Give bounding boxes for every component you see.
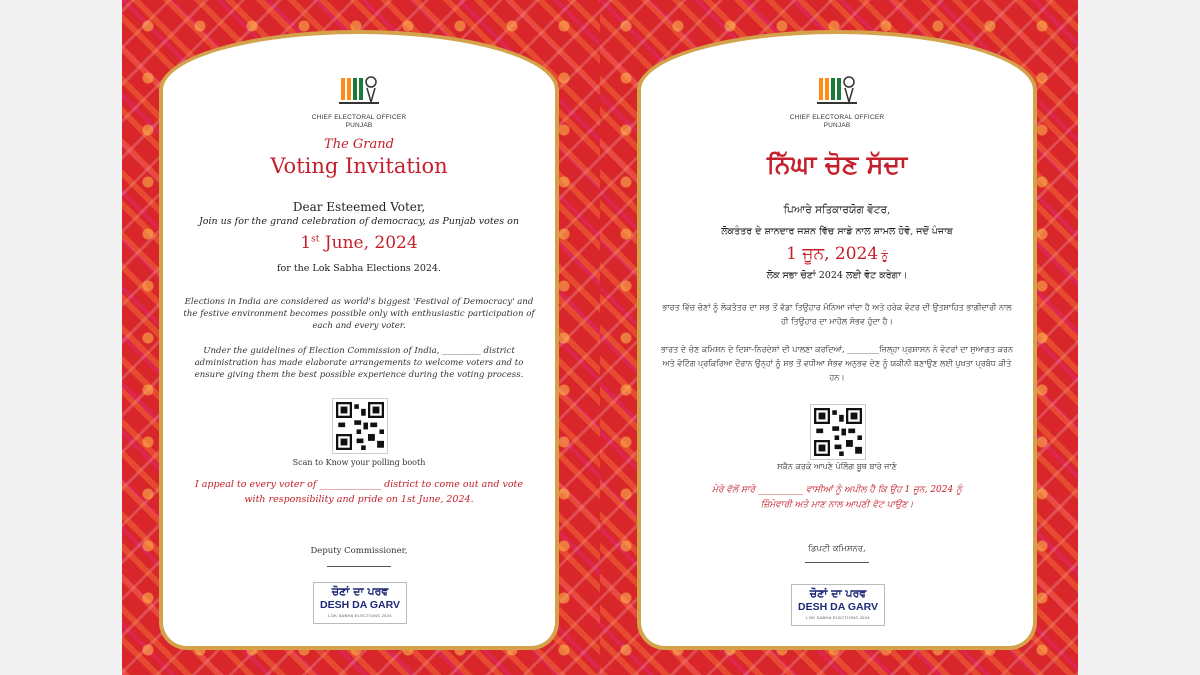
badge-punjabi-text: ਚੋਣਾਂ ਦਾ ਪਰਵ [331, 585, 389, 598]
paragraph-arrangements: Under the guidelines of Election Commission of India, _________ district administration has made elaborate arrangements to welcome voters and to ensure giving them the best possible experience during the voting process. [194, 346, 524, 380]
appeal-text [185, 477, 533, 507]
appeal-line-1: I appeal to every voter of _____________ district to come out and vote [194, 479, 524, 490]
date-rest: June, 2024 [319, 233, 418, 253]
election-date [641, 244, 1033, 264]
appeal-line-1: ਮੇਰੇ ਵੱਲੋਂ ਸਾਰੇ __________ ਵਾਸੀਆਂ ਨੂੰ ਅਪੀਲ ਹੈ ਕਿ ਉਹ 1 ਜੂਨ, 2024 ਨੂੰ [712, 485, 962, 495]
invitation-card-punjabi [600, 0, 1078, 675]
join-line: ਲੋਕਤੰਤਰ ਦੇ ਸ਼ਾਨਦਾਰ ਜਸ਼ਨ ਵਿੱਚ ਸਾਡੇ ਨਾਲ ਸ਼ਾਮਲ ਹੋਵੋ, ਜਦੋਂ ਪੰਜਾਬ [721, 226, 953, 237]
scan-instruction: ਸਕੈਨ ਕਰਕੇ ਆਪਣੇ ਪੋਲਿੰਗ ਬੂਥ ਬਾਰੇ ਜਾਣੋ [777, 462, 897, 471]
qr-code-icon[interactable] [332, 398, 388, 454]
badge-small-text: LOK SABHA ELECTIONS 2024 [806, 615, 870, 620]
appeal-line-2: ਜ਼ਿੰਮੇਵਾਰੀ ਅਤੇ ਮਾਣ ਨਾਲ ਆਪਣੀ ਵੋਟ ਪਾਉਣ। [760, 500, 914, 510]
appeal-line-2: with responsibility and pride on 1st June, 2024. [244, 494, 474, 505]
badge-small-text: LOK SABHA ELECTIONS 2024 [328, 613, 392, 618]
badge-english-text: DESH DA GARV [798, 601, 878, 613]
org-line-1: CHIEF ELECTORAL OFFICER [311, 114, 407, 121]
invitation-card-english [122, 0, 600, 675]
eci-logo-icon [337, 72, 381, 110]
badge-punjabi-text: ਚੋਣਾਂ ਦਾ ਪਰਵ [809, 587, 867, 600]
signature-title: ਡਿਪਟੀ ਕਮਿਸ਼ਨਰ, [808, 544, 866, 554]
desh-da-garv-logo [313, 582, 407, 624]
signature-line [805, 562, 869, 563]
desh-da-garv-logo [791, 584, 885, 626]
invitation-subtitle: The Grand [324, 137, 394, 152]
badge-english-text: DESH DA GARV [320, 599, 400, 611]
organization-name [641, 114, 1033, 130]
qr-code-icon[interactable] [810, 404, 866, 460]
card-content [163, 34, 555, 646]
elections-line: for the Lok Sabha Elections 2024. [277, 263, 441, 274]
date-suffix: st [311, 234, 320, 245]
salutation: ਪਿਆਰੇ ਸਤਿਕਾਰਯੋਗ ਵੋਟਰ, [783, 204, 891, 216]
card-frame [159, 30, 559, 650]
card-frame [637, 30, 1037, 650]
card-content [641, 34, 1033, 646]
invitation-title: ਨਿੱਘਾ ਚੋਣ ਸੱਦਾ [766, 150, 908, 179]
paragraph-festival: Elections in India are considered as world's biggest 'Festival of Democracy' and the festive environment becomes possible only with enthusiastic participation of each and every voter. [183, 297, 535, 331]
signature-title: Deputy Commissioner, [310, 546, 408, 556]
appeal-text [663, 483, 1011, 513]
invitation-title: Voting Invitation [270, 154, 448, 178]
paragraph-festival: ਭਾਰਤ ਵਿੱਚ ਚੋਣਾਂ ਨੂੰ ਲੋਕਤੰਤਰ ਦਾ ਸਭ ਤੋਂ ਵੱਡਾ ਤਿਉਹਾਰ ਮੰਨਿਆ ਜਾਂਦਾ ਹੈ ਅਤੇ ਹਰੇਕ ਵੋਟਰ ਦੀ ਉਤਸ਼ਾਹਿਤ ਭਾਗੀਦਾਰੀ ਨਾਲ ਹੀ ਤਿਉਹਾਰ ਦਾ ਮਾਹੌਲ ਸੰਭਵ ਹੁੰਦਾ ਹੈ। [662, 303, 1012, 326]
salutation: Dear Esteemed Voter, [292, 200, 426, 214]
join-line: Join us for the grand celebration of democracy, as Punjab votes on [198, 216, 520, 227]
org-line-1: CHIEF ELECTORAL OFFICER [789, 114, 885, 121]
election-date [163, 233, 555, 253]
paragraph-arrangements: ਭਾਰਤ ਦੇ ਚੋਣ ਕਮਿਸ਼ਨ ਦੇ ਦਿਸ਼ਾ-ਨਿਰਦੇਸ਼ਾਂ ਦੀ ਪਾਲਣਾ ਕਰਦਿਆਂ, ________ਜ਼ਿਲ੍ਹਾ ਪ੍ਰਸ਼ਾਸਨ ਨੇ ਵੋਟਰਾਂ ਦਾ ਸੁਆਗਤ ਕਰਨ ਅਤੇ ਵੋਟਿੰਗ ਪ੍ਰਕਿਰਿਆ ਦੌਰਾਨ ਉਨ੍ਹਾਂ ਨੂੰ ਸਭ ਤੋਂ ਵਧੀਆ ਸੰਭਵ ਅਨੁਭਵ ਦੇਣ ਨੂੰ ਯਕੀਨੀ ਬਣਾਉਣ ਲਈ ਪੁਖਤਾ ਪ੍ਰਬੰਧ ਕੀਤੇ ਹਨ। [660, 345, 1013, 382]
date-suffix: ਨੂੰ [878, 251, 888, 262]
organization-name [163, 114, 555, 130]
org-line-2: PUNJAB [823, 122, 851, 129]
date-day: 1 [300, 233, 312, 253]
scan-instruction: Scan to Know your polling booth [292, 458, 426, 467]
date-text: 1 ਜੂਨ, 2024 [786, 244, 879, 264]
eci-logo-icon [815, 72, 859, 110]
signature-line [327, 566, 391, 567]
org-line-2: PUNJAB [345, 122, 373, 129]
elections-line: ਲੋਕ ਸਭਾ ਚੋਣਾਂ 2024 ਲਈ ਵੋਟ ਕਰੇਗਾ। [766, 270, 908, 281]
